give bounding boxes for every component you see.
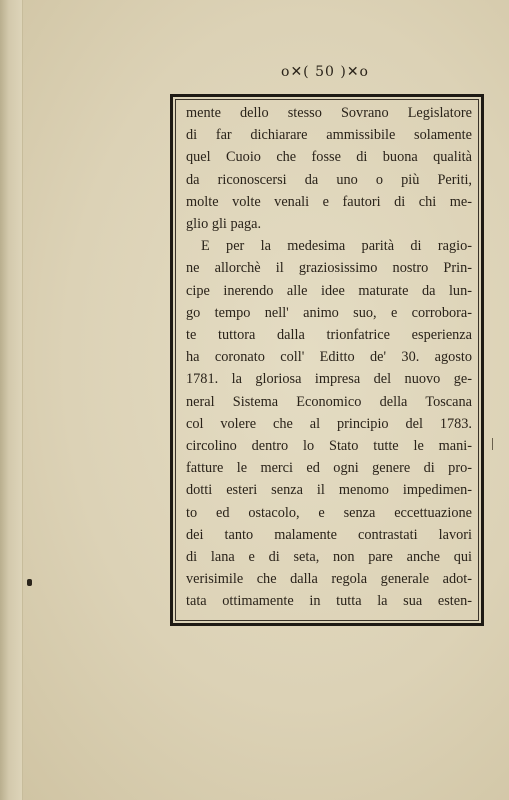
- text-line: tata ottimamente in tutta la sua esten-: [186, 593, 472, 610]
- text-line: glio gli paga.: [186, 216, 262, 233]
- text-line: da riconoscersi da uno o più Periti,: [186, 171, 472, 188]
- text-line: verisimile che dalla regola generale adot-: [186, 571, 472, 588]
- text-line: ha coronato coll' Editto de' 30. agosto: [186, 349, 472, 366]
- text-line: 1781. la gloriosa impresa del nuovo ge-: [186, 371, 472, 388]
- body-text: [186, 102, 472, 613]
- text-line: cipe inerendo alle idee maturate da lun-: [186, 282, 472, 299]
- text-line: to ed ostacolo, e senza eccettuazione: [186, 504, 472, 521]
- page-number-header: o✕( 50 )✕o: [281, 64, 369, 80]
- text-line: dei tanto malamente contrastati lavori: [186, 526, 472, 543]
- text-line: dotti esteri senza il menomo impedimen-: [186, 482, 472, 499]
- text-line: go tempo nell' animo suo, e corrobora-: [186, 304, 472, 321]
- text-line: molte volte venali e fautori di chi me-: [186, 193, 472, 210]
- ink-spot: [27, 579, 32, 586]
- text-line: col volere che al principio del 1783.: [186, 415, 472, 432]
- page-gutter-edge: [0, 0, 23, 800]
- paragraph-start-line: E per la medesima parità di ragio-: [201, 238, 472, 255]
- text-line: te tuttora dalla trionfatrice esperienza: [186, 327, 472, 344]
- text-line: mente dello stesso Sovrano Legislatore: [186, 105, 472, 121]
- text-line: neral Sistema Economico della Toscana: [186, 393, 472, 410]
- text-line: circolino dentro lo Stato tutte le mani-: [186, 438, 472, 455]
- text-line: quel Cuoio che fosse di buona qualità: [186, 149, 472, 166]
- text-line: ne allorchè il graziosissimo nostro Prin-: [186, 260, 472, 277]
- text-line: di far dichiarare ammissibile solamente: [186, 127, 472, 144]
- text-line: fatture le merci ed ogni genere di pro-: [186, 460, 472, 477]
- margin-mark: [492, 438, 493, 450]
- text-line: di lana e di seta, non pare anche qui: [186, 549, 472, 566]
